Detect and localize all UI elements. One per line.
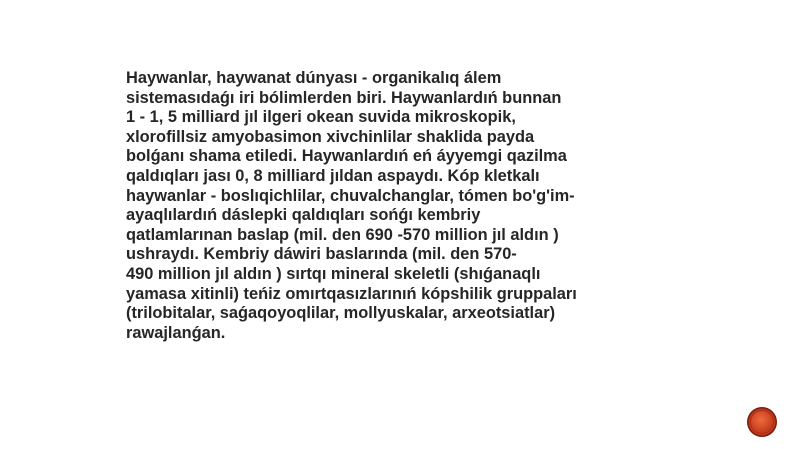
text-line: ayaqlılardıń dáslepki qaldıqları sońǵı kembriy (126, 206, 481, 225)
text-line: haywanlar - boslıqichlilar, chuvalchanglar, tómen bo'g'im- (126, 186, 575, 205)
text-line: ushraydı. Kembriy dáwiri baslarında (mil. den 570- (126, 245, 517, 264)
next-slide-button[interactable] (746, 406, 778, 438)
text-line: sistemasıdaǵı iri bólimlerden biri. Haywanlardıń bunnan (126, 88, 562, 107)
text-line: qaldıqları jası 0, 8 milliard jıldan aspaydı. Kóp kletkalı (126, 166, 540, 185)
text-line: bolǵanı shama etiledi. Haywanlardıń eń áyyemgi qazilma (126, 147, 567, 166)
text-line: Haywanlar, haywanat dúnyası - organikalıq álem (126, 69, 502, 87)
text-line: 490 million jıl aldın ) sırtqı mineral skeletli (shıǵanaqlı (126, 264, 541, 283)
text-line: xlorofillsiz amyobasimon xivchinlilar shaklida payda (126, 127, 535, 146)
text-line: (trilobitalar, saǵaqoyoqlilar, mollyuskalar, arxeotsiatlar) (126, 304, 556, 323)
text-line: yamasa xitinli) teńiz omırtqasızlarınıń kópshilik gruppaları (126, 284, 577, 303)
text-line: qatlamlarınan baslap (mil. den 690 -570 million jıl aldın ) (126, 225, 559, 244)
text-line: rawajlanǵan. (126, 323, 226, 342)
circle-button-icon (746, 406, 778, 438)
slide-body-text (126, 69, 606, 343)
text-line: 1 - 1, 5 milliard jıl ilgeri okean suvida mikroskopik, (126, 108, 516, 127)
